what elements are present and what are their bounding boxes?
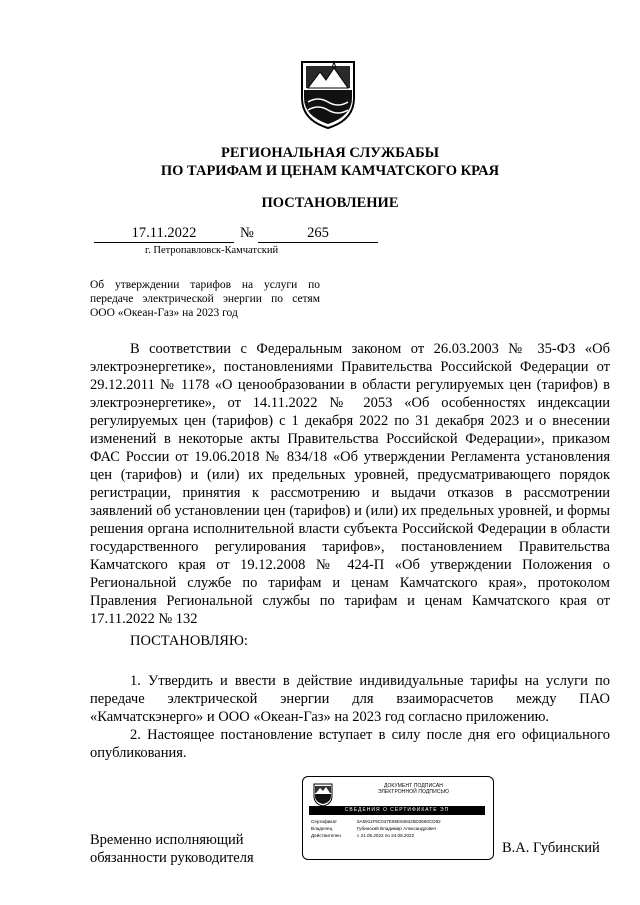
stamp-row-owner [311,826,436,832]
preamble-paragraph: В соответствии с Федеральным законом от 26.03.2003 № 35-ФЗ «Об электроэнергетике», постановлениями Правительства Российской Федерации от 29.12.2011 № 1178 «О ценообразовании в области регулируемых цен (тарифов) в электроэнергетике», от 14.11.2022 № 2053 «Об особенностях индексации регулируемых цен (тарифов) с 1 декабря 2022 по 31 декабря 2023 и о внесении изменений в некоторые акты Правительства Российской Федерации», приказом ФАС России от 19.06.2018 № 834/18 «Об утверждении Регламента установления цен (тарифов) и (или) их предельных уровней, предусматривающего порядок регистрации, принятия к рассмотрению и выдачи отказов в рассмотрении заявлений об установлении цен (тарифов) и (или) их предельных уровней, и формы решения органа исполнительной власти субъекта Российской Федерации в области государственного регулирования тарифов», постановлением Правительства Камчатского края от 19.12.2008 № 424-П «Об утверждении Положения о Региональной службе по тарифам и ценам Камчатского края», протоколом Правления Региональной службы по тарифам и ценам Камчатского края от 17.11.2022 № 132 [90,341,610,627]
resolve-heading: ПОСТАНОВЛЯЮ: [130,633,248,649]
signatory-name: В.А. Губинский [502,840,600,856]
stamp-emblem-icon [313,783,333,807]
document-type-title: ПОСТАНОВЛЕНИЕ [261,195,399,211]
number-sign: № [240,225,254,241]
agency-name-line-2: ПО ТАРИФАМ И ЦЕНАМ КАМЧАТСКОГО КРАЯ [160,163,500,179]
stamp-row-label: Владелец [311,826,333,831]
stamp-row-label: Сертификат [311,819,338,824]
agency-name-line-1: РЕГИОНАЛЬНАЯ СЛУЖБАБЫ [221,145,439,161]
resolution-item-2: 2. Настоящее постановление вступает в силу после дня его официального опубликования. [90,727,610,761]
signatory-role-line-1: Временно исполняющий [90,832,244,848]
stamp-row-value: Губинский Владимир Александрович [357,826,437,831]
document-number: 265 [258,224,378,243]
stamp-certificate-bar: СВЕДЕНИЯ О СЕРТИФИКАТЕ ЭП [309,806,485,815]
stamp-row-validity [311,833,414,839]
resolution-item-1: 1. Утвердить и ввести в действие индивидуальные тарифы на услуги по передаче электрической энергии для взаиморасчетов между ПАО «Камчатскэнерго» и ООО «Океан-Газ» на 2023 год согласно приложению. [90,673,610,725]
stamp-row-certificate [311,819,441,825]
signatory-role [90,831,254,867]
kamchatka-coat-of-arms-emblem [298,58,358,130]
stamp-row-label: Действителен [311,833,341,838]
stamp-header-line-2: ЭЛЕКТРОННОЙ ПОДПИСЬЮ [377,789,450,795]
stamp-row-value: 5A5911F9C047E95E848428D3660CD92 [357,819,441,824]
stamp-header [341,783,486,795]
stamp-row-value: с 21.05.2022 по 24.08.2022 [357,833,415,838]
signatory-role-line-2: обязанности руководителя [90,850,254,866]
electronic-signature-stamp [302,776,494,860]
document-subject: Об утверждении тарифов на услуги по передаче электрической энергии по сетям ООО «Океан-Газ» на 2023 год [90,279,320,319]
city-name: г. Петропавловск-Камчатский [145,245,279,256]
stamp-header-line-1: ДОКУМЕНТ ПОДПИСАН [383,783,444,789]
document-date: 17.11.2022 [94,224,234,243]
